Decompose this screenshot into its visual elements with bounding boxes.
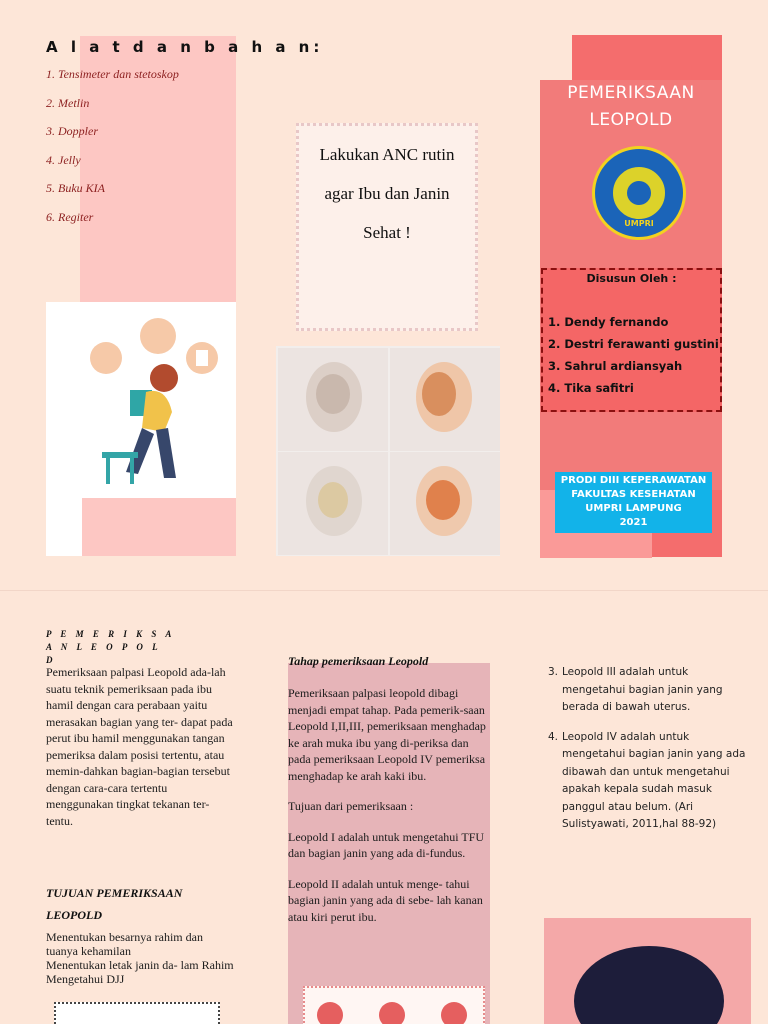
- intro-title: P E M E R I K S A A N L E O P O L D: [46, 629, 175, 665]
- stages-paragraph: Leopold I adalah untuk mengetahui TFU dan bagian janin yang ada di-fundus.: [288, 829, 485, 860]
- leopold-image-2: [390, 348, 500, 451]
- list-item: 4. Tika safitri: [548, 381, 634, 395]
- fetus-illustration: [544, 918, 751, 1024]
- university-logo: [592, 146, 686, 240]
- fetus-image: [317, 1002, 343, 1024]
- list-item: 3. Sahrul ardiansyah: [548, 359, 683, 373]
- list-item: Menentukan letak janin da- lam Rahim: [46, 958, 234, 972]
- logo-core: [627, 181, 651, 205]
- list-item: 1. Dendy fernando: [548, 315, 669, 329]
- list-item: 2. Metlin: [46, 95, 90, 110]
- stages-paragraph: Leopold II adalah untuk menge- tahui bagian janin yang ada di sebe- lah kanan atau kiri perut ibu.: [288, 876, 483, 924]
- goal-title: TUJUAN PEMERIKSAAN LEOPOLD: [46, 886, 183, 922]
- intro-paragraph: Pemeriksaan palpasi Leopold ada-lah suatu teknik pemeriksaan pada ibu hamil dengan cara perabaan yaitu merasakan bagian yang ter- dapat pada perut ibu hamil menggunakan tangan pemeriksa dalam posisi tertentu, atau memin-dahkan bagian-bagian tersebut dengan cara-cara tertentu menggunakan tingkat tekanan ter-tentu.: [46, 665, 233, 828]
- logo-emblem: [611, 165, 667, 221]
- slogan-line: Sehat !: [363, 223, 411, 242]
- cover-title: [540, 80, 722, 134]
- list-item: 3. Doppler: [46, 124, 98, 138]
- item-number: 4.: [548, 730, 559, 743]
- authors-title: Disusun Oleh :: [586, 272, 677, 285]
- list-item: [548, 664, 748, 717]
- prodi-line: UMPRI LAMPUNG: [585, 503, 682, 514]
- item-text: Leopold IV adalah untuk mengetahui bagian janin yang ada dibawah dan untuk mengetahui apakah kepala sudah masuk panggul atau belum. (Ari Sulistyawati, 2011,hal 88-92): [562, 730, 746, 830]
- cover-title-line: LEOPOLD: [589, 110, 673, 130]
- list-item: Mengetahui DJJ: [46, 972, 125, 986]
- tools-title: A l a t d a n b a h a n:: [46, 38, 324, 56]
- list-item: 6. Regiter: [46, 209, 94, 224]
- slogan-line: agar Ibu dan Janin: [324, 184, 450, 203]
- list-item: 1. Tensimeter dan stetoskop: [46, 67, 179, 81]
- stages-paragraph: Pemeriksaan palpasi leopold dibagi menjadi empat tahap. Pada pemerik-saan Leopold I,II,III, pemeriksaan menghadap ke arah muka ibu yang di-periksa dan pada pemeriksaan Leopold IV pemeriksa menghadap ke arah kaki ibu.: [288, 686, 486, 783]
- item-number: 3.: [548, 666, 559, 678]
- left-white-strip: [46, 498, 82, 556]
- list-item: [548, 729, 748, 834]
- leopold-image-4: [390, 452, 500, 555]
- fetus-head-image: [574, 946, 724, 1024]
- slogan-text: [296, 135, 478, 252]
- logo-text: UMPRI: [624, 219, 654, 228]
- fetus-image: [441, 1002, 467, 1024]
- tools-list: [46, 66, 246, 237]
- cover-title-line: PEMERIKSAAN: [567, 83, 695, 103]
- stages-text: [288, 685, 492, 939]
- leopold-maneuver-images: [276, 346, 500, 556]
- leopold-image-1: [278, 348, 388, 451]
- list-item: 5. Buku KIA: [46, 181, 105, 195]
- pregnant-woman-icon: [46, 302, 236, 498]
- pregnant-woman-illustration: [46, 302, 236, 498]
- list-item: 2. Destri ferawanti gustini: [548, 337, 719, 351]
- goal-list: [46, 930, 236, 986]
- slogan-line: Lakukan ANC rutin: [319, 145, 455, 164]
- bottom-left-frame: [54, 1002, 220, 1024]
- prodi-text: [555, 474, 712, 530]
- stages-title: Tahap pemeriksaan Leopold: [288, 654, 429, 668]
- fetal-position-images: [303, 986, 485, 1024]
- authors-list: [548, 315, 719, 403]
- prodi-line: PRODI DIII KEPERAWATAN: [560, 475, 707, 486]
- fetus-image: [379, 1002, 405, 1024]
- prodi-line: FAKULTAS KESEHATAN: [571, 489, 696, 500]
- page-divider: [0, 590, 768, 591]
- list-item: 4. Jelly: [46, 152, 81, 167]
- leopold-more-list: [548, 664, 748, 846]
- list-item: Menentukan besarnya rahim dan tuanya kehamilan: [46, 930, 203, 958]
- leopold-image-3: [278, 452, 388, 555]
- item-text: Leopold III adalah untuk mengetahui bagian janin yang berada di bawah uterus.: [562, 666, 723, 713]
- stages-paragraph: Tujuan dari pemeriksaan :: [288, 799, 414, 813]
- prodi-line: 2021: [619, 517, 648, 528]
